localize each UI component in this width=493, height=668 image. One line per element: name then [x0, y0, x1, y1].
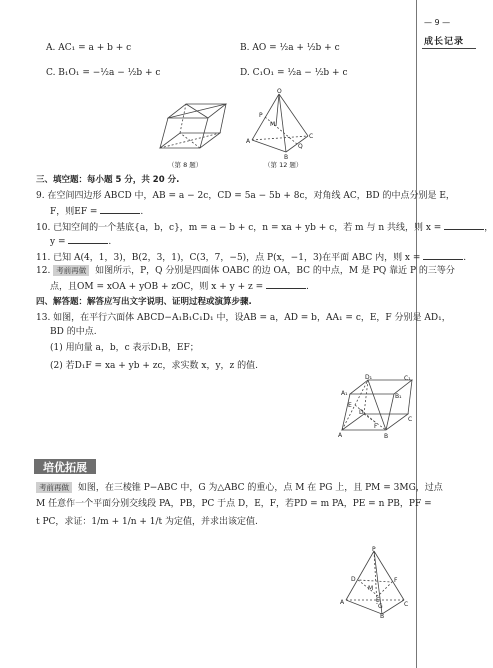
- bottom-line3: t PC，求证：1/m + 1/n + 1/t 为定值，并求出该定值.: [36, 517, 258, 527]
- figure-pyramid: [340, 548, 410, 618]
- figure-12-caption: （第 12 题）: [264, 161, 303, 169]
- option-d: D. C₁O₁ = ½a − ½b + c: [240, 68, 348, 78]
- label-B: B: [284, 154, 289, 161]
- q10-line2-text: y =: [50, 237, 66, 247]
- label-D: D: [359, 409, 364, 416]
- brush-title-logo: [34, 455, 96, 477]
- section-4-title: 四、解答题：解答应写出文字说明、证明过程或演算步骤.: [36, 297, 252, 307]
- figure-13: [338, 374, 414, 440]
- bottom-tag: 考前再做: [36, 482, 72, 493]
- q10-line1: 10. 已知空间的一个基底{a，b，c}，m = a − b + c，n = xa + yb + c，若 m 与 n 共线，则 x = ，: [36, 220, 493, 234]
- q13-line2: BD 的中点.: [50, 327, 97, 337]
- figure-12: [244, 90, 314, 160]
- label-P: P: [259, 112, 263, 119]
- label-F: F: [394, 577, 398, 584]
- label-A: A: [246, 138, 251, 145]
- parallelepiped-figure: [150, 98, 230, 158]
- label-G: G: [378, 603, 383, 610]
- label-E: E: [348, 402, 352, 409]
- label-A: A: [338, 432, 343, 439]
- q10-line1-text: 10. 已知空间的一个基底{a，b，c}，m = a − b + c，n = xa + yb + c，若 m 与 n 共线，则 x =: [36, 223, 442, 233]
- figure-8-caption: （第 8 题）: [168, 161, 203, 169]
- label-A1: A₁: [341, 390, 348, 397]
- q13-sub2: (2) 若D₁F = xa + yb + zc，求实数 x，y，z 的值.: [50, 361, 259, 371]
- label-C: C: [309, 133, 314, 140]
- q10-x-blank[interactable]: [444, 220, 484, 230]
- q12-line2: 点，且OM = xOA + yOB + zOC，则 x + y + z = .: [50, 279, 309, 293]
- section-3-title: 三、填空题：每小题 5 分，共 20 分.: [36, 175, 180, 185]
- label-D: D: [351, 576, 356, 583]
- label-B1: B₁: [395, 393, 402, 400]
- q12-number: 12.: [36, 266, 51, 276]
- label-B: B: [380, 613, 385, 620]
- option-a: A. AC₁ = a + b + c: [46, 43, 132, 53]
- brush-title-text: 培优拓展: [43, 461, 87, 474]
- q10-y-blank[interactable]: [68, 234, 108, 244]
- figure-8: [150, 98, 230, 158]
- label-C1: C₁: [404, 375, 411, 382]
- q13-sub1: (1) 用向量 a，b，c 表示D₁B，EF；: [50, 343, 199, 353]
- label-O: O: [277, 88, 282, 95]
- q12-line2-text: 点，且OM = xOA + yOB + zOC，则 x + y + z =: [50, 282, 264, 292]
- label-E: E: [376, 597, 380, 604]
- label-D1: D₁: [365, 374, 373, 381]
- label-C: C: [404, 601, 409, 608]
- brush-title-graphic: [34, 455, 96, 477]
- option-b: B. AO = ½a + ½b + c: [240, 43, 340, 53]
- side-title-underline: [422, 48, 476, 49]
- label-F: F: [374, 423, 378, 430]
- side-title: 成长记录: [424, 37, 465, 47]
- option-c: C. B₁O₁ = −½a − ½b + c: [46, 68, 161, 78]
- label-A: A: [340, 599, 345, 606]
- bottom-line1-text: 如图，在三棱锥 P−ABC 中，G 为△ABC 的重心，点 M 在 PG 上，且 PM = 3MG，过点: [77, 483, 443, 493]
- page-number: — 9 —: [424, 18, 451, 27]
- bottom-line2: M 任意作一个平面分别交线段 PA，PB，PC 于点 D，E，F，若PD = m PA，PE = n PB，PF =: [36, 499, 432, 509]
- bottom-line1: [36, 482, 443, 494]
- margin-divider: [416, 0, 417, 668]
- q9-line2: F，则EF = .: [50, 204, 143, 218]
- q9-line1: 9. 在空间四边形 ABCD 中，AB = a − 2c，CD = 5a − 5b + 8c，对角线 AC，BD 的中点分别是 E，: [36, 191, 455, 201]
- parallelepiped-abcd-figure: [338, 374, 414, 440]
- q9-line2-text: F，则EF =: [50, 207, 98, 217]
- q11-text: 11. 已知 A(4，1，3)，B(2，3，1)，C(3，7，−5)，点 P(x，−1，3)在平面 ABC 内，则 x =: [36, 253, 421, 263]
- q11-answer-blank[interactable]: [423, 250, 463, 260]
- pyramid-pabc-figure: [340, 548, 410, 618]
- label-M: M: [368, 585, 374, 592]
- label-B: B: [384, 433, 389, 440]
- q9-answer-blank[interactable]: [100, 204, 140, 214]
- q12-answer-blank[interactable]: [266, 279, 306, 289]
- label-Q: Q: [298, 143, 303, 150]
- label-P: P: [372, 546, 376, 553]
- q10-line2: y = .: [50, 234, 111, 248]
- q11: 11. 已知 A(4，1，3)，B(2，3，1)，C(3，7，−5)，点 P(x，−1，3)在平面 ABC 内，则 x = .: [36, 250, 466, 264]
- q13-line1: 13. 如图，在平行六面体 ABCD−A₁B₁C₁D₁ 中，设AB = a，AD = b，AA₁ = c，E，F 分别是 AD₁，: [36, 313, 451, 323]
- q12-tag: 考前再做: [53, 265, 89, 276]
- label-C: C: [408, 416, 413, 423]
- tetrahedron-oabc-figure: [244, 90, 314, 160]
- q12-line1: [36, 265, 455, 277]
- q12-text1: 如图所示，P，Q 分别是四面体 OABC 的边 OA，BC 的中点，M 是 PQ 靠近 P 的三等分: [95, 266, 455, 276]
- label-M: M: [270, 121, 276, 128]
